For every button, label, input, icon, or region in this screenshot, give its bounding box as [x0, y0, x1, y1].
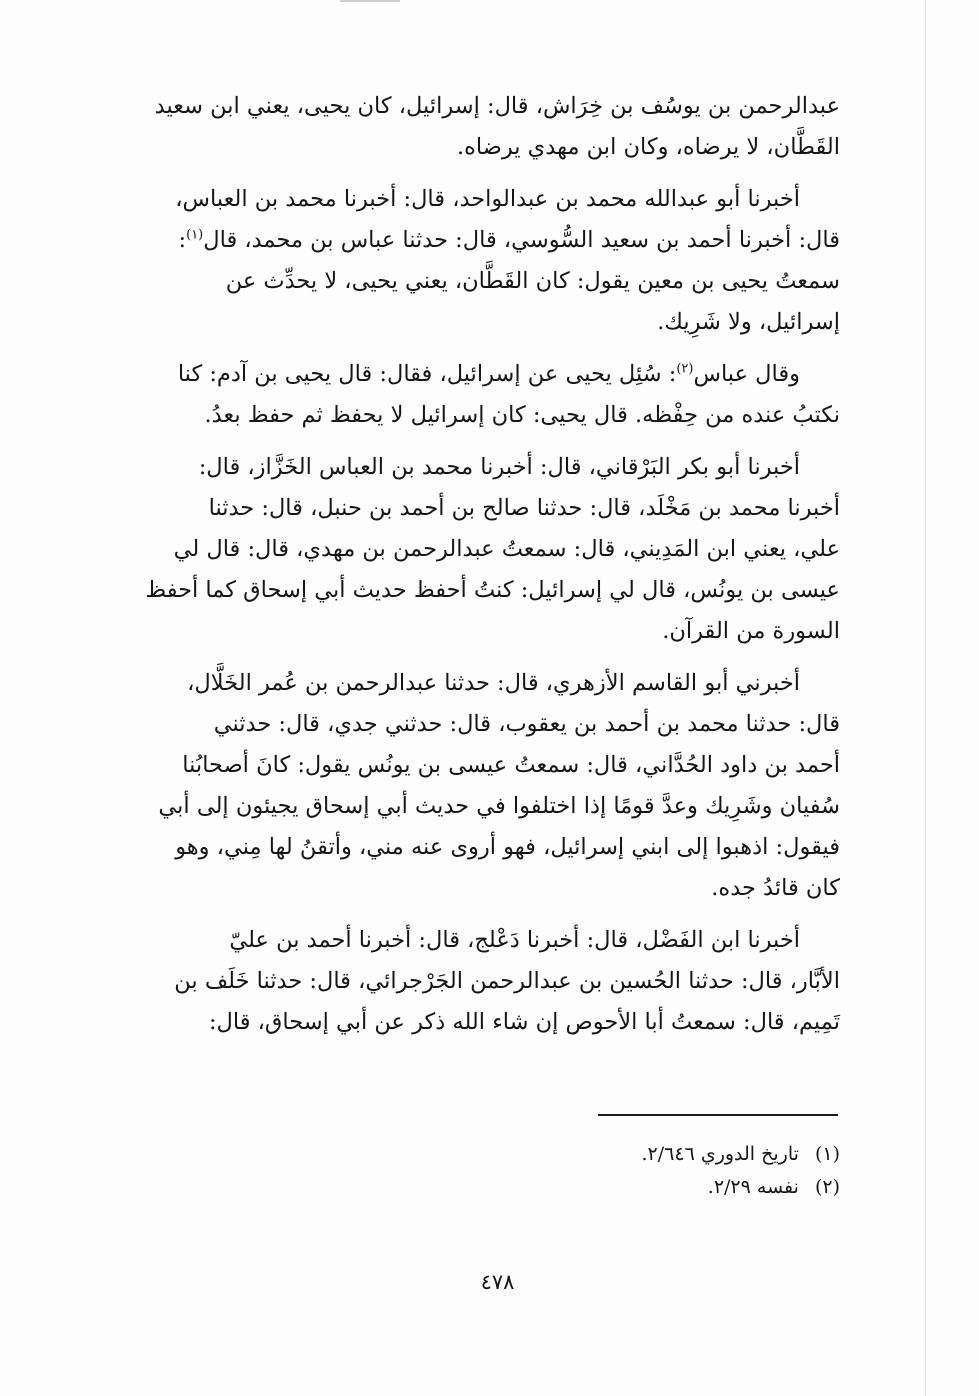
- page-number: ٤٧٨: [480, 1270, 515, 1294]
- footnote-text: نفسه ٢/٢٩.: [707, 1176, 799, 1198]
- line: أحمد بن داود الحُدَّاني، قال: سمعتُ عيسى بن يونُس يقول: كانَ أصحابُنا: [182, 752, 840, 778]
- line: تَمِيم، قال: سمعتُ أبا الأحوص إن شاء الله ذكر عن أبي إسحاق، قال:: [208, 1009, 840, 1035]
- paragraph-3: [128, 354, 840, 436]
- line: سمعتُ يحيى بن معين يقول: كان القَطَّان، يعني يحيى، لا يحدِّث عن: [225, 268, 840, 294]
- paragraph-4: [128, 447, 840, 652]
- scan-artifact-edge: [925, 0, 926, 1396]
- line: عيسى بن يونُس، قال لي إسرائيل: كنتُ أحفظ حديث أبي إسحاق كما أحفظ: [145, 577, 840, 603]
- line: :: [178, 227, 187, 253]
- line: : سُئِل يحيى عن إسرائيل، فقال: قال يحيى بن آدم: كنا: [177, 361, 677, 387]
- footnote-divider: [598, 1114, 838, 1116]
- line: قال: حدثنا محمد بن أحمد بن يعقوب، قال: حدثني جدي، قال: حدثني: [213, 711, 840, 737]
- line: عبدالرحمن بن يوسُف بن خِرَاش، قال: إسرائيل، كان يحيى، يعني ابن سعيد: [154, 93, 840, 119]
- paragraph-2: [128, 179, 840, 343]
- footnote-ref-1: (١): [186, 227, 204, 243]
- footnotes: [140, 1138, 840, 1204]
- line: القَطَّان، لا يرضاه، وكان ابن مهدي يرضاه.: [456, 134, 840, 160]
- paragraph-1: [128, 86, 840, 168]
- line: أخبرني أبو القاسم الأزهري، قال: حدثنا عبدالرحمن بن عُمر الخَلَّال،: [187, 670, 800, 696]
- footnote-number: (١): [814, 1143, 840, 1165]
- line: علي، يعني ابن المَدِيني، قال: سمعتُ عبدالرحمن بن مهدي، قال: قال لي: [173, 536, 840, 562]
- line: قال: أخبرنا أحمد بن سعيد السُّوسي، قال: حدثنا عباس بن محمد، قال: [203, 227, 840, 253]
- line: إسرائيل، ولا شَرِيك.: [657, 309, 840, 335]
- footnote-ref-2: (٢): [676, 361, 694, 377]
- main-text: [128, 86, 840, 1043]
- scan-artifact-top: [340, 0, 400, 2]
- line: أخبرنا محمد بن مَخْلَد، قال: حدثنا صالح بن أحمد بن حنبل، قال: حدثنا: [208, 495, 840, 521]
- line: السورة من القرآن.: [662, 618, 840, 644]
- line: أخبرنا ابن الفَضْل، قال: أخبرنا دَعْلج، قال: أخبرنا أحمد بن عليّ: [229, 927, 800, 953]
- footnote-1: [140, 1138, 840, 1171]
- paragraph-6: [128, 920, 840, 1043]
- line: نكتبُ عنده من حِفْظه. قال يحيى: كان إسرائيل لا يحفظ ثم حفظ بعدُ.: [204, 402, 840, 428]
- line: كان قائدُ جده.: [711, 875, 840, 901]
- line: أخبرنا أبو بكر البَرْقاني، قال: أخبرنا محمد بن العباس الخَزَّاز، قال:: [198, 454, 800, 480]
- line: سُفيان وشَرِيك وعدَّ قومًا إذا اختلفوا في حديث أبي إسحاق يجيئون إلى أبي: [158, 793, 840, 819]
- line: فيقول: اذهبوا إلى ابني إسرائيل، فهو أروى عنه مني، وأتقنُ لها مِني، وهو: [175, 834, 840, 860]
- footnote-number: (٢): [814, 1176, 840, 1198]
- line: وقال عباس: [693, 361, 800, 387]
- paragraph-5: [128, 663, 840, 909]
- footnote-text: تاريخ الدوري ٢/٦٤٦.: [641, 1143, 799, 1165]
- line: الأبَّار، قال: حدثنا الحُسين بن عبدالرحمن الجَرْجرائي، قال: حدثنا خَلَف بن: [174, 968, 840, 994]
- footnote-2: [140, 1171, 840, 1204]
- line: أخبرنا أبو عبدالله محمد بن عبدالواحد، قال: أخبرنا محمد بن العباس،: [175, 186, 800, 212]
